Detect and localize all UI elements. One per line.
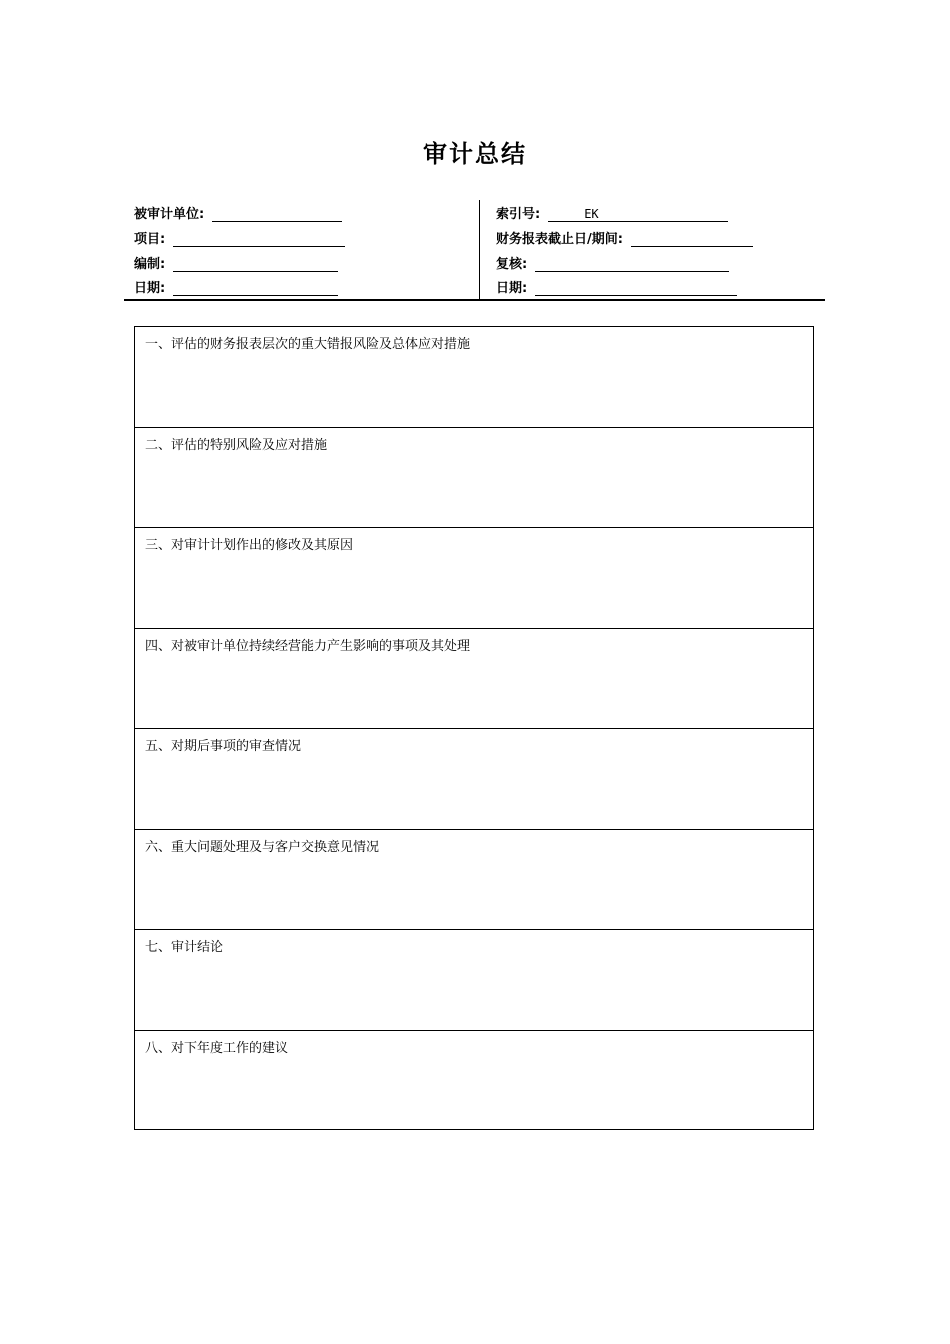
section-6[interactable]: [135, 830, 813, 931]
section-8[interactable]: [135, 1031, 813, 1132]
section-2[interactable]: [135, 428, 813, 529]
header-info: [124, 200, 825, 301]
auditee-field: [134, 202, 342, 222]
section-7[interactable]: [135, 930, 813, 1031]
period-input[interactable]: [631, 230, 753, 247]
date-field: [134, 276, 338, 296]
project-label: 项目:: [134, 232, 166, 247]
date-label: 日期:: [134, 281, 166, 296]
section-1[interactable]: [135, 327, 813, 428]
page-title: 审计总结: [423, 140, 527, 168]
period-field: [496, 227, 753, 247]
project-field: [134, 227, 345, 247]
date2-field: [496, 276, 737, 296]
index-field: [496, 202, 728, 222]
date-input[interactable]: [173, 279, 338, 296]
section-3[interactable]: [135, 528, 813, 629]
index-label: 索引号:: [496, 207, 541, 222]
review-field: [496, 252, 729, 272]
section-5[interactable]: [135, 729, 813, 830]
date2-label: 日期:: [496, 281, 528, 296]
period-label: 财务报表截止日/期间:: [496, 232, 623, 247]
section-6-heading: 六、重大问题处理及与客户交换意见情况: [145, 839, 380, 855]
prepared-field: [134, 252, 338, 272]
section-3-heading: 三、对审计计划作出的修改及其原因: [145, 538, 354, 553]
header-divider: [479, 200, 480, 299]
index-input[interactable]: EK: [548, 206, 728, 222]
summary-table: [134, 326, 814, 1130]
auditee-input[interactable]: [212, 205, 342, 222]
section-5-heading: 五、对期后事项的审查情况: [145, 739, 302, 754]
review-label: 复核:: [496, 257, 528, 272]
section-4[interactable]: [135, 629, 813, 730]
section-2-heading: 二、评估的特别风险及应对措施: [145, 437, 328, 453]
section-7-heading: 七、审计结论: [145, 940, 224, 955]
auditee-label: 被审计单位:: [134, 207, 205, 222]
section-8-heading: 八、对下年度工作的建议: [145, 1040, 289, 1056]
date2-input[interactable]: [535, 279, 737, 296]
review-input[interactable]: [535, 255, 729, 272]
project-input[interactable]: [173, 230, 345, 247]
section-4-heading: 四、对被审计单位持续经营能力产生影响的事项及其处理: [145, 638, 471, 654]
section-1-heading: 一、评估的财务报表层次的重大错报风险及总体应对措施: [145, 337, 471, 352]
prepared-input[interactable]: [173, 255, 338, 272]
prepared-label: 编制:: [134, 257, 166, 272]
